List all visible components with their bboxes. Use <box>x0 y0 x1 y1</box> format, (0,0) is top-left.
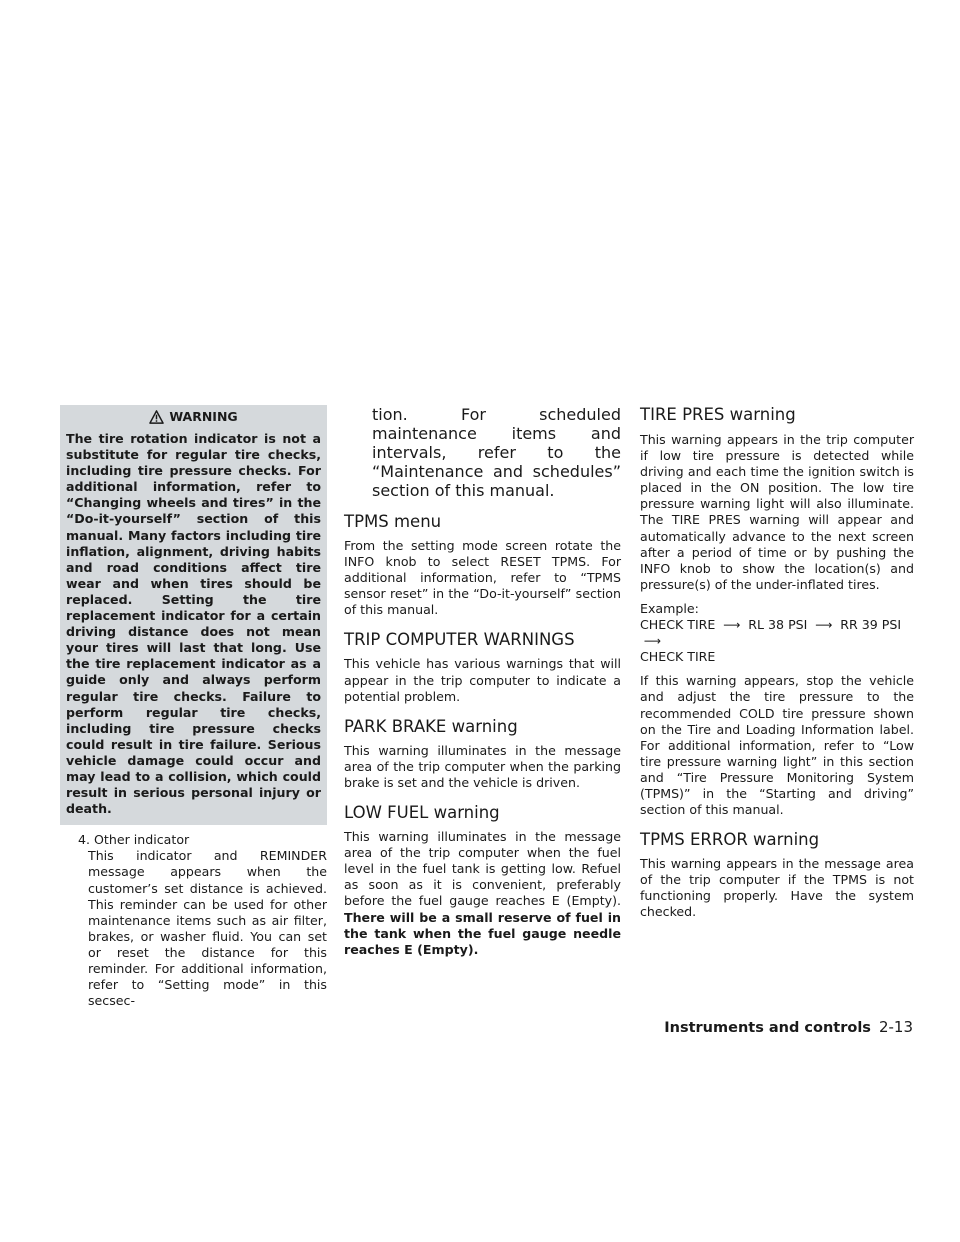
arrow-right-icon: ⟶ <box>640 634 662 649</box>
tire-pres-heading: TIRE PRES warning <box>640 405 796 424</box>
page-number: 2-13 <box>878 1018 913 1036</box>
other-indicator-continued: tion. For scheduled maintenance items and intervals, refer to the “Maintenance and schedules” section of this manual. <box>372 405 621 500</box>
other-indicator-title: 4. Other indicator <box>78 832 190 848</box>
tpms-error-text: This warning appears in the message area of the trip computer if the TPMS is not functioning properly. Have the system checked. <box>640 856 914 920</box>
tpms-menu-heading: TPMS menu <box>344 512 442 531</box>
example-step-3: RR 39 PSI <box>840 617 902 633</box>
example-label: Example: <box>640 600 699 616</box>
trip-computer-heading: TRIP COMPUTER WARNINGS <box>344 630 575 650</box>
column-left <box>60 405 327 1009</box>
column-right <box>640 405 914 921</box>
warning-text: The tire rotation indicator is not a substitute for regular tire checks, including tire pressure checks. For additional information, refer to “Changing wheels and tires” in the “Do-it-yourself” section of this manual. Many factors including tire inflation, alignment, driving habits and road conditions affect tire wear and when tires should be replaced. Setting the tire replacement indicator for a certain driving distance does not mean your tires will last that long. Use the tire replacement indicator as a guide only and always perform regular tire checks. Failure to perform regular tire checks, including tire pressure checks could result in tire failure. Serious vehicle damage could occur and may lead to a collision, which could result in serious personal injury or death. <box>66 431 321 817</box>
tpms-menu-text: From the setting mode screen rotate the INFO knob to select RESET TPMS. For additional information, refer to “TPMS sensor reset” in the “Do-it-yourself” section of this manual. <box>344 538 621 618</box>
arrow-right-icon: ⟶ <box>719 618 745 633</box>
warning-box <box>60 405 327 825</box>
tpms-error-heading: TPMS ERROR warning <box>640 830 820 850</box>
park-brake-text: This warning illuminates in the message area of the trip computer when the parking brake is set and the vehicle is driven. <box>344 742 621 790</box>
example-sequence <box>640 617 914 665</box>
low-fuel-text: This warning illuminates in the message area of the trip computer when the fuel level in the fuel tank is getting low. Refuel as soon as it is convenient, preferably before the fuel gauge reaches E (Empty). <box>344 829 621 909</box>
warning-label: WARNING <box>169 409 238 424</box>
example-step-4: CHECK TIRE <box>640 649 716 665</box>
tire-pres-text: This warning appears in the trip computer if low tire pressure is detected while driving and each time the ignition switch is placed in the ON position. The low tire pressure warning light will also illuminate. The TIRE PRES warning will appear and automatically advance to the next screen after a period of time or by pushing the INFO knob to show the location(s) and pressure(s) of the under-inflated tires. <box>640 432 914 592</box>
other-indicator-body: This indicator and REMINDER message appears when the customer’s set distance is achieved. This reminder can be used for other maintenance items such as air filter, brakes, or washer fluid. You can set or reset the distance for this reminder. For additional information, refer to “Setting mode” in this secsec- <box>88 848 327 1009</box>
other-indicator <box>60 832 327 1009</box>
page-footer <box>664 1018 913 1036</box>
warning-header <box>66 409 321 424</box>
park-brake-heading: PARK BRAKE warning <box>344 716 518 736</box>
column-middle <box>344 405 621 958</box>
warning-triangle-icon <box>149 410 164 424</box>
example-step-2: RL 38 PSI <box>748 617 808 633</box>
low-fuel-bold-text: There will be a small reserve of fuel in the tank when the fuel gauge needle reaches E (Empty). <box>344 909 621 957</box>
arrow-right-icon: ⟶ <box>811 618 837 633</box>
footer-section-title: Instruments and controls <box>664 1020 871 1036</box>
trip-computer-text: This vehicle has various warnings that will appear in the trip computer to indicate a potential problem. <box>344 656 621 704</box>
low-fuel-paragraph <box>344 829 621 958</box>
low-fuel-heading: LOW FUEL warning <box>344 803 500 823</box>
tire-pres-text-2: If this warning appears, stop the vehicle and adjust the tire pressure to the recommended COLD tire pressure shown on the Tire and Loading Information label. For additional information, refer to “Low tire pressure warning light” in this section and “Tire Pressure Monitoring System (TPMS)” in the “Starting and driving” section of this manual. <box>640 673 914 818</box>
example-step-1: CHECK TIRE <box>640 617 716 633</box>
